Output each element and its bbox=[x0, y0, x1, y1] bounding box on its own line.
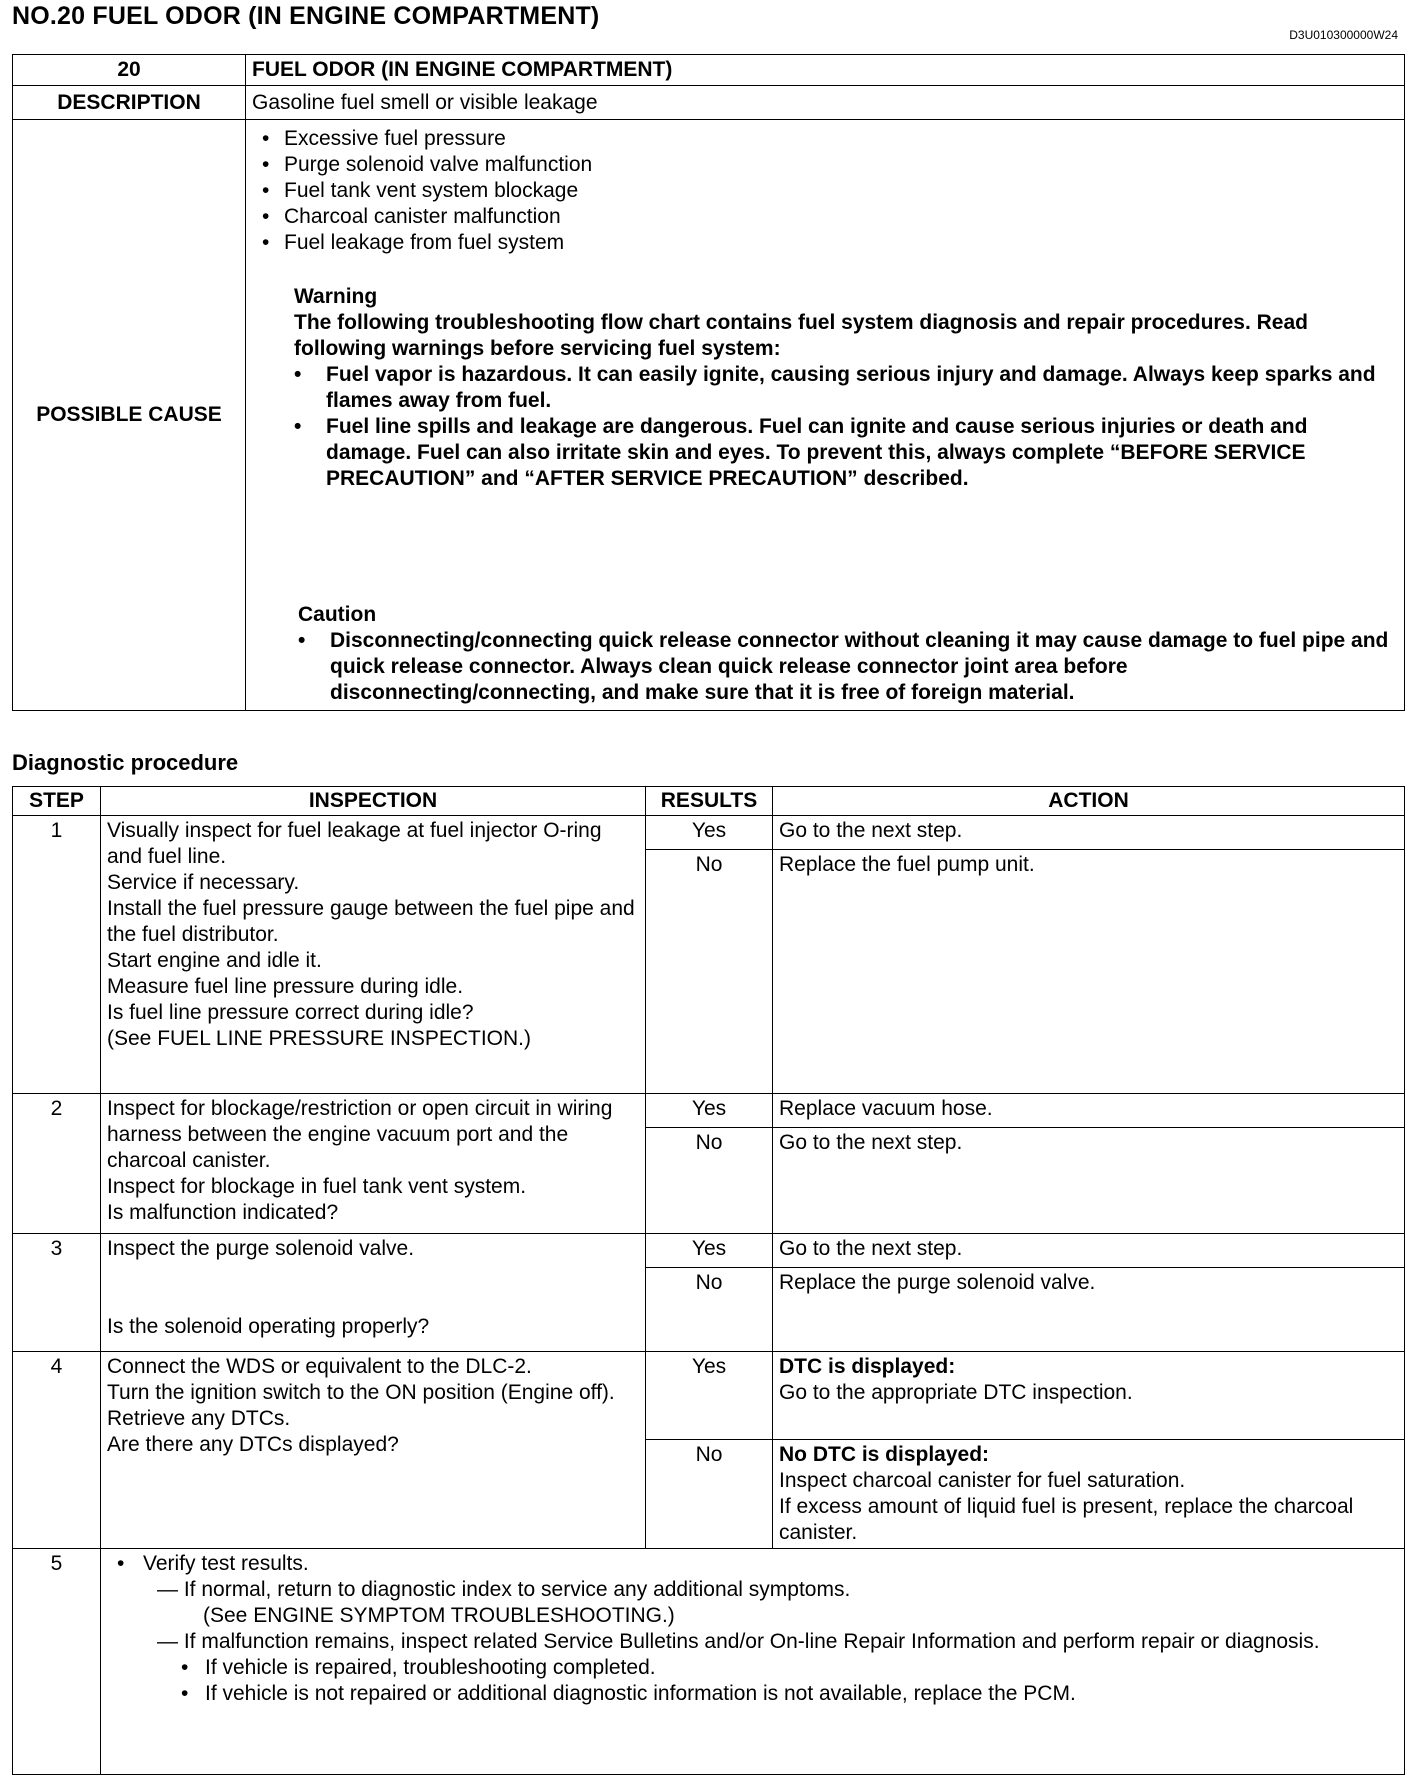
result-yes: Yes bbox=[646, 1094, 773, 1128]
inspection-line: Measure fuel line pressure during idle. bbox=[107, 975, 464, 998]
action-no: Replace the purge solenoid valve. bbox=[773, 1268, 1405, 1352]
result-no: No bbox=[646, 1128, 773, 1234]
col-action: ACTION bbox=[773, 787, 1405, 816]
action-no: Go to the next step. bbox=[773, 1128, 1405, 1234]
warning-title: Warning bbox=[294, 285, 378, 308]
doc-code: D3U010300000W24 bbox=[1289, 28, 1398, 42]
inspection-line: Inspect for blockage/restriction or open circuit in wiring harness between the engine vacuum port and the charcoal canister. bbox=[107, 1097, 613, 1172]
action-no: Replace the fuel pump unit. bbox=[773, 850, 1405, 1094]
caution-title: Caution bbox=[298, 603, 377, 626]
diagnostic-table bbox=[12, 786, 1405, 1775]
action-yes: Go to the next step. bbox=[773, 1234, 1405, 1268]
sub-bullet: • If vehicle is repaired, troubleshooting completed. bbox=[113, 1655, 1398, 1681]
step-number: 1 bbox=[13, 816, 101, 1094]
verify-line: • Verify test results. bbox=[113, 1551, 1398, 1577]
description-text: Gasoline fuel smell or visible leakage bbox=[246, 86, 1405, 120]
inspection-line: Visually inspect for fuel leakage at fuel injector O-ring and fuel line. bbox=[107, 819, 602, 868]
result-no: No bbox=[646, 850, 773, 1094]
inspection-line: Is malfunction indicated? bbox=[107, 1201, 339, 1224]
inspection-line: Inspect the purge solenoid valve. bbox=[107, 1237, 415, 1260]
caution-item: • Disconnecting/connecting quick release connector without cleaning it may cause damage to fuel pipe and quick release connector. Always clean quick release connector joint area before disconnecting/connecting, and make sure that it is free of foreign material. bbox=[298, 628, 1398, 706]
inspection-line: Is fuel line pressure correct during idle? bbox=[107, 1001, 474, 1024]
action-title: DTC is displayed: bbox=[779, 1355, 956, 1378]
warning-list bbox=[294, 362, 1398, 492]
warning-item: • Fuel line spills and leakage are dangerous. Fuel can ignite and cause serious injuries or death and damage. Fuel can also irritate skin and eyes. To prevent this, always complete “BEFORE SERVICE PRECAUTION” and “AFTER SERVICE PRECAUTION” described. bbox=[294, 414, 1398, 492]
result-yes: Yes bbox=[646, 816, 773, 850]
step-inspection bbox=[101, 1352, 646, 1549]
warning-block bbox=[252, 284, 1398, 492]
possible-cause-cell bbox=[246, 120, 1405, 711]
step-inspection bbox=[101, 816, 646, 1094]
inspection-line: Inspect for blockage in fuel tank vent system. bbox=[107, 1175, 527, 1198]
step-5-content bbox=[101, 1549, 1405, 1775]
col-step: STEP bbox=[13, 787, 101, 816]
action-no bbox=[773, 1440, 1405, 1549]
inspection-line: Turn the ignition switch to the ON position (Engine off). bbox=[107, 1381, 615, 1404]
symptom-number: 20 bbox=[13, 55, 246, 86]
result-no: No bbox=[646, 1268, 773, 1352]
inspection-line: Connect the WDS or equivalent to the DLC-2. bbox=[107, 1355, 532, 1378]
see-reference: (See ENGINE SYMPTOM TROUBLESHOOTING.) bbox=[203, 1604, 675, 1627]
inspection-line: Retrieve any DTCs. bbox=[107, 1407, 291, 1430]
inspection-line: Is the solenoid operating properly? bbox=[107, 1315, 430, 1338]
action-yes bbox=[773, 1352, 1405, 1440]
sub-bullet: • If vehicle is not repaired or additional diagnostic information is not available, replace the PCM. bbox=[113, 1681, 1398, 1707]
inspection-line: Are there any DTCs displayed? bbox=[107, 1433, 399, 1456]
action-line: Go to the appropriate DTC inspection. bbox=[779, 1381, 1133, 1404]
col-inspection: INSPECTION bbox=[101, 787, 646, 816]
action-yes: Replace vacuum hose. bbox=[773, 1094, 1405, 1128]
step-number: 4 bbox=[13, 1352, 101, 1549]
cause-item: • Fuel leakage from fuel system bbox=[252, 230, 1398, 256]
step-inspection bbox=[101, 1234, 646, 1352]
action-line: Inspect charcoal canister for fuel saturation. bbox=[779, 1469, 1186, 1492]
symptom-heading: FUEL ODOR (IN ENGINE COMPARTMENT) bbox=[246, 55, 1405, 86]
caution-block bbox=[252, 602, 1398, 706]
description-label: DESCRIPTION bbox=[13, 86, 246, 120]
caution-list bbox=[298, 628, 1398, 706]
cause-list bbox=[252, 126, 1398, 256]
if-normal-line: — If normal, return to diagnostic index to service any additional symptoms. bbox=[157, 1578, 851, 1601]
cause-item: • Fuel tank vent system blockage bbox=[252, 178, 1398, 204]
step-number: 3 bbox=[13, 1234, 101, 1352]
cause-item: • Excessive fuel pressure bbox=[252, 126, 1398, 152]
symptom-table bbox=[12, 54, 1405, 711]
if-malfunction-line: — If malfunction remains, inspect related Service Bulletins and/or On-line Repair Information and perform repair or diagnosis. bbox=[157, 1630, 1320, 1653]
diagnostic-section-title: Diagnostic procedure bbox=[12, 750, 239, 775]
result-yes: Yes bbox=[646, 1234, 773, 1268]
result-no: No bbox=[646, 1440, 773, 1549]
page-title: NO.20 FUEL ODOR (IN ENGINE COMPARTMENT) bbox=[12, 2, 600, 30]
warning-item: • Fuel vapor is hazardous. It can easily ignite, causing serious injury and damage. Always keep sparks and flames away from fuel. bbox=[294, 362, 1398, 414]
possible-cause-label: POSSIBLE CAUSE bbox=[13, 120, 246, 711]
step-inspection bbox=[101, 1094, 646, 1234]
col-results: RESULTS bbox=[646, 787, 773, 816]
step-number: 2 bbox=[13, 1094, 101, 1234]
inspection-line: Service if necessary. bbox=[107, 871, 300, 894]
action-line: If excess amount of liquid fuel is present, replace the charcoal canister. bbox=[779, 1495, 1354, 1544]
inspection-line: (See FUEL LINE PRESSURE INSPECTION.) bbox=[107, 1027, 531, 1050]
step-number: 5 bbox=[13, 1549, 101, 1775]
action-title: No DTC is displayed: bbox=[779, 1443, 990, 1466]
cause-item: • Purge solenoid valve malfunction bbox=[252, 152, 1398, 178]
warning-intro: The following troubleshooting flow chart contains fuel system diagnosis and repair procedures. Read following warnings before servicing fuel system: bbox=[294, 311, 1308, 360]
inspection-line: Start engine and idle it. bbox=[107, 949, 322, 972]
action-yes: Go to the next step. bbox=[773, 816, 1405, 850]
cause-item: • Charcoal canister malfunction bbox=[252, 204, 1398, 230]
result-yes: Yes bbox=[646, 1352, 773, 1440]
inspection-line: Install the fuel pressure gauge between the fuel pipe and the fuel distributor. bbox=[107, 897, 635, 946]
